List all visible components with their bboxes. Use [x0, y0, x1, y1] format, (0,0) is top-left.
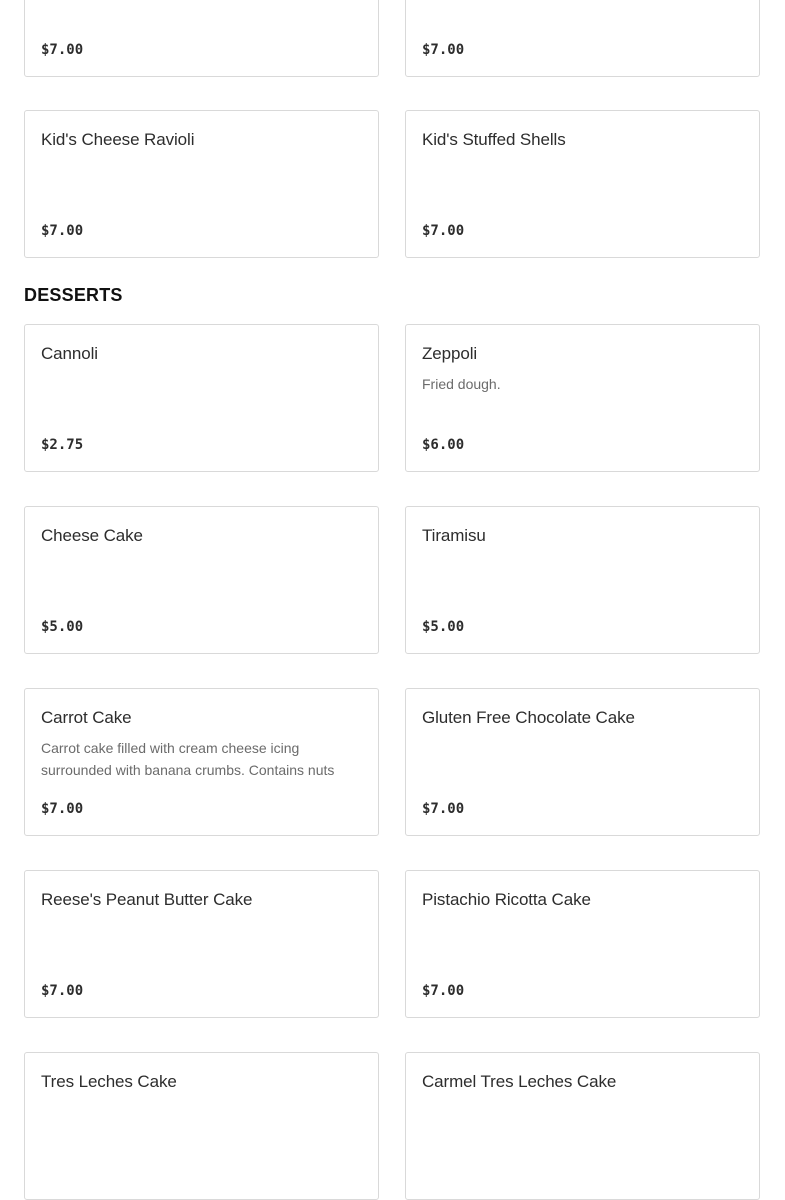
menu-item-card[interactable] — [24, 870, 379, 1018]
menu-item-price: $7.00 — [422, 223, 465, 239]
menu-item-name: Carmel Tres Leches Cake — [422, 1072, 617, 1091]
menu-item-price: $2.75 — [41, 437, 84, 453]
menu-item-name: Cannoli — [41, 344, 98, 363]
menu-item-card[interactable] — [405, 0, 760, 77]
menu-item-card[interactable] — [405, 110, 760, 258]
menu-item-name: Kid's Cheese Ravioli — [41, 130, 195, 149]
menu-item-name: Pistachio Ricotta Cake — [422, 890, 591, 909]
menu-item-price: $5.00 — [422, 619, 465, 635]
menu-item-card[interactable] — [405, 870, 760, 1018]
section-title-desserts: DESSERTS — [24, 285, 123, 305]
menu-item-price: $7.00 — [422, 801, 465, 817]
menu-item-name: Tiramisu — [422, 526, 486, 545]
menu-item-price: $7.00 — [41, 223, 84, 239]
menu-item-price: $7.00 — [422, 983, 465, 999]
menu-item-price: $7.00 — [41, 42, 84, 58]
menu-item-card[interactable] — [24, 110, 379, 258]
menu-item-name: Carrot Cake — [41, 708, 132, 727]
menu-item-card[interactable] — [24, 1052, 379, 1200]
menu-item-price: $7.00 — [41, 983, 84, 999]
menu-item-card[interactable] — [24, 0, 379, 77]
menu-item-price: $7.00 — [422, 42, 465, 58]
menu-item-price: $7.00 — [41, 801, 84, 817]
menu-item-name: Tres Leches Cake — [41, 1072, 177, 1091]
menu-item-price: $6.00 — [422, 437, 465, 453]
menu-item-card[interactable] — [405, 324, 760, 472]
menu-item-price: $5.00 — [41, 619, 84, 635]
menu-item-card[interactable] — [405, 688, 760, 836]
menu-item-card[interactable] — [405, 506, 760, 654]
menu-item-description: Carrot cake filled with cream cheese icing surrounded with banana crumbs. Contains nuts — [41, 740, 335, 778]
menu-item-card[interactable] — [24, 506, 379, 654]
menu-item-card[interactable] — [24, 324, 379, 472]
menu-item-name: Cheese Cake — [41, 526, 143, 545]
menu-item-name: Gluten Free Chocolate Cake — [422, 708, 635, 727]
menu-item-name: Kid's Stuffed Shells — [422, 130, 566, 149]
menu-item-description: Fried dough. — [422, 376, 501, 392]
menu-item-name: Reese's Peanut Butter Cake — [41, 890, 253, 909]
menu-item-name: Zeppoli — [422, 344, 478, 363]
menu-item-card[interactable] — [24, 688, 379, 836]
menu-item-card[interactable] — [405, 1052, 760, 1200]
